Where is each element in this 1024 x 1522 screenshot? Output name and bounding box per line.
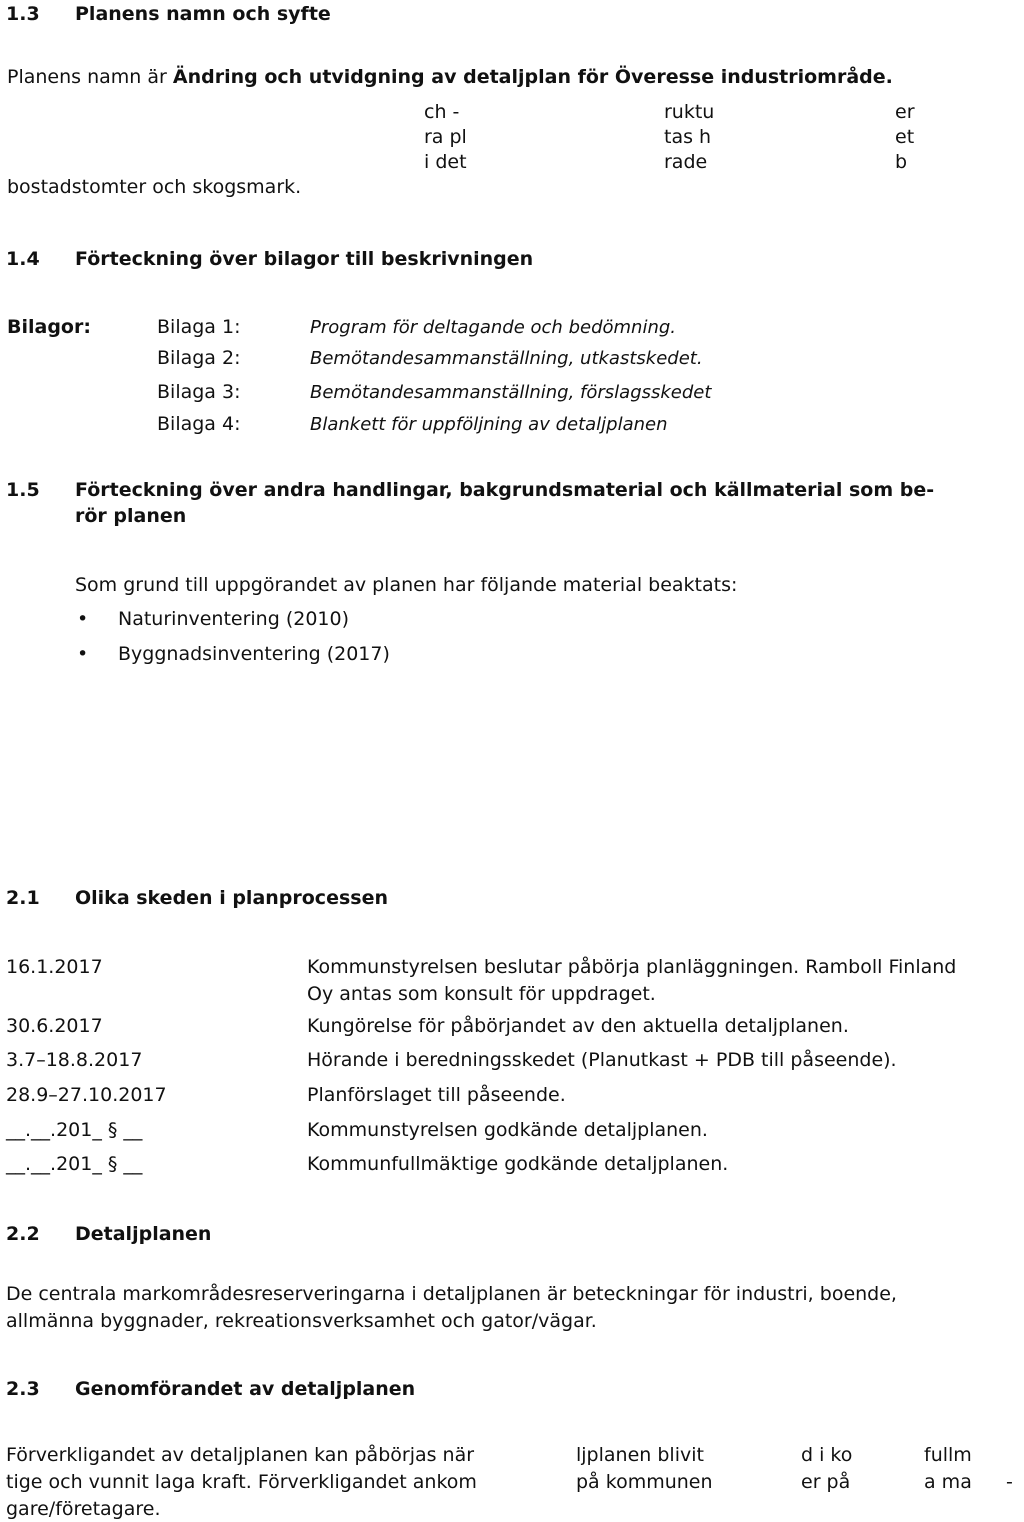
section-heading: Olika skeden i planprocessen bbox=[75, 887, 388, 909]
timeline-text: Kommunstyrelsen godkände detaljplanen. bbox=[307, 1119, 708, 1141]
section-heading: Planens namn och syfte bbox=[75, 3, 331, 25]
attachment-title: Bemötandesammanställning, utkastskedet. bbox=[310, 348, 703, 369]
attachment-title: Program för deltagande och bedömning. bbox=[310, 317, 677, 338]
text-fragment: d i ko bbox=[801, 1444, 853, 1466]
text-fragment: er bbox=[895, 101, 915, 123]
attachment-key: Bilaga 1: bbox=[157, 316, 241, 338]
text-fragment: ch - bbox=[424, 101, 460, 123]
section-number: 2.3 bbox=[6, 1378, 40, 1400]
text-fragment: a ma bbox=[924, 1471, 972, 1493]
body-line: bostadstomter och skogsmark. bbox=[7, 176, 302, 198]
attachment-title: Blankett för uppföljning av detaljplanen bbox=[310, 414, 668, 435]
plan-name-bold: Ändring och utvidgning av detaljplan för Överesse industriområde. bbox=[172, 66, 893, 88]
text-fragment: - bbox=[1006, 1471, 1013, 1493]
timeline-text: Kommunstyrelsen beslutar påbörja planläggningen. Ramboll Finland bbox=[307, 956, 957, 978]
text-fragment: b bbox=[895, 151, 908, 173]
body-line: allmänna byggnader, rekreationsverksamhet och gator/vägar. bbox=[6, 1310, 597, 1332]
section-number: 2.1 bbox=[6, 887, 40, 909]
text-fragment: rade bbox=[664, 151, 708, 173]
timeline-date: __.__.201_ § __ bbox=[6, 1119, 143, 1141]
section-heading: Förteckning över andra handlingar, bakgrundsmaterial och källmaterial som be- bbox=[75, 479, 935, 501]
section-heading-cont: rör planen bbox=[75, 505, 187, 527]
timeline-date: __.__.201_ § __ bbox=[6, 1153, 143, 1175]
plan-name-paragraph bbox=[7, 66, 893, 88]
plan-name-prefix: Planens namn är bbox=[7, 66, 173, 88]
attachments-label: Bilagor: bbox=[7, 316, 91, 338]
section-number: 1.5 bbox=[6, 479, 40, 501]
text-fragment: er på bbox=[801, 1471, 851, 1493]
timeline-date: 30.6.2017 bbox=[6, 1015, 103, 1037]
attachment-key: Bilaga 3: bbox=[157, 381, 241, 403]
bullet-icon: • bbox=[77, 608, 89, 630]
text-fragment: i det bbox=[424, 151, 467, 173]
timeline-date: 28.9–27.10.2017 bbox=[6, 1084, 167, 1106]
text-fragment: et bbox=[895, 126, 915, 148]
attachment-key: Bilaga 2: bbox=[157, 347, 241, 369]
timeline-text-cont: Oy antas som konsult för uppdraget. bbox=[307, 983, 656, 1005]
attachment-title: Bemötandesammanställning, förslagsskedet bbox=[310, 382, 712, 403]
section-number: 1.3 bbox=[6, 3, 40, 25]
bullet-text: Byggnadsinventering (2017) bbox=[118, 643, 390, 665]
text-fragment: ljplanen blivit bbox=[576, 1444, 704, 1466]
text-fragment: ra pl bbox=[424, 126, 467, 148]
timeline-text: Kommunfullmäktige godkände detaljplanen. bbox=[307, 1153, 729, 1175]
timeline-text: Planförslaget till påseende. bbox=[307, 1084, 566, 1106]
body-line: Som grund till uppgörandet av planen har följande material beaktats: bbox=[75, 574, 738, 596]
timeline-date: 3.7–18.8.2017 bbox=[6, 1049, 143, 1071]
text-fragment: tas h bbox=[664, 126, 712, 148]
attachment-key: Bilaga 4: bbox=[157, 413, 241, 435]
body-line: De centrala markområdesreserveringarna i detaljplanen är beteckningar för industri, boende, bbox=[6, 1283, 897, 1305]
timeline-date: 16.1.2017 bbox=[6, 956, 103, 978]
section-heading: Detaljplanen bbox=[75, 1223, 212, 1245]
text-fragment: fullm bbox=[924, 1444, 972, 1466]
bullet-text: Naturinventering (2010) bbox=[118, 608, 350, 630]
section-heading: Genomförandet av detaljplanen bbox=[75, 1378, 416, 1400]
text-fragment: på kommunen bbox=[576, 1471, 713, 1493]
timeline-text: Kungörelse för påbörjandet av den aktuella detaljplanen. bbox=[307, 1015, 849, 1037]
section-number: 1.4 bbox=[6, 248, 40, 270]
text-fragment: ruktu bbox=[664, 101, 715, 123]
bullet-icon: • bbox=[77, 643, 89, 665]
body-line: gare/företagare. bbox=[6, 1498, 161, 1520]
section-heading: Förteckning över bilagor till beskrivningen bbox=[75, 248, 534, 270]
body-line: Förverkligandet av detaljplanen kan påbörjas när bbox=[6, 1444, 475, 1466]
timeline-text: Hörande i beredningsskedet (Planutkast + PDB till påseende). bbox=[307, 1049, 897, 1071]
section-number: 2.2 bbox=[6, 1223, 40, 1245]
body-line: tige och vunnit laga kraft. Förverkligandet ankom bbox=[6, 1471, 477, 1493]
